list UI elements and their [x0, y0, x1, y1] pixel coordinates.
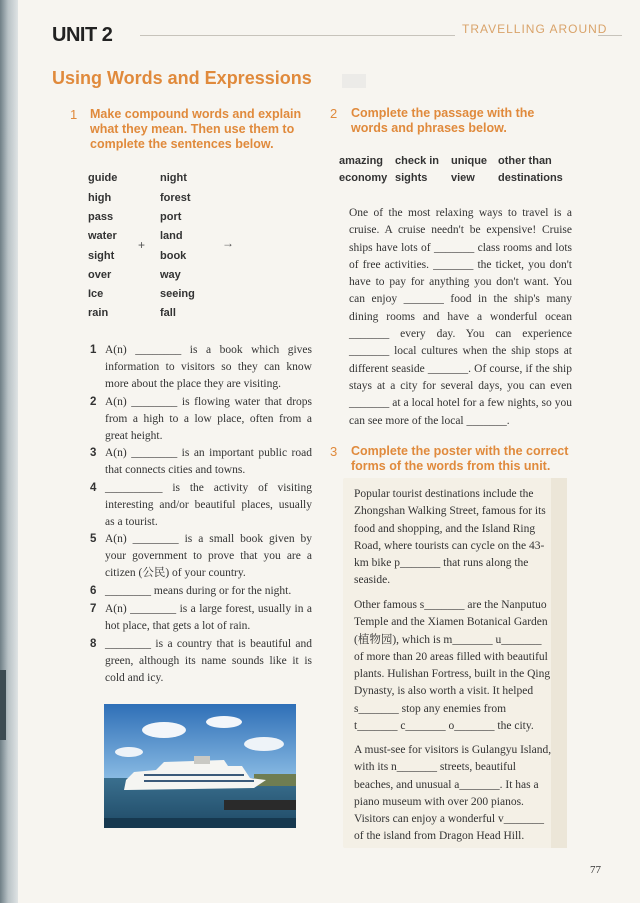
word-left: guide	[88, 172, 118, 184]
word-left: over	[88, 269, 112, 281]
word-left: pass	[88, 211, 114, 223]
ex2-instruction: Complete the passage with the words and phrases below.	[351, 106, 535, 135]
ex1-item-4: 4 __________ is the activity of visiting interesting and/or beautiful places, usually as a tourist.	[90, 482, 312, 528]
title-smudge	[342, 74, 366, 88]
word-right: forest	[160, 192, 191, 204]
phrase: unique	[451, 155, 488, 167]
phrase: destinations	[498, 172, 563, 184]
poster-paragraph-2: Other famous s_______ are the Nanputuo Temple and the Xiamen Botanical Garden (植物园), which is m_______ u_______ of more than 20 areas filled with beautiful plants. Hulishan Fortress, built in the Qing Dynasty, is also worth a visit. It helped s_______ stop any enemies from t_______ c_______ o_______ the city.	[354, 599, 551, 733]
ex2-number: 2	[330, 106, 338, 121]
ex3-instruction: Complete the poster with the correct forms of the words from this unit.	[351, 444, 569, 473]
phrase: amazing	[339, 155, 384, 167]
ex3-number: 3	[330, 444, 338, 459]
unit-label: UNIT 2	[52, 24, 113, 46]
book-spine	[0, 0, 18, 903]
word-right: night	[160, 172, 187, 184]
word-right: seeing	[160, 288, 195, 300]
ex1-instruction: Make compound words and explain what they mean. Then use them to complete the sentences below.	[90, 107, 302, 151]
ex1-item-1: 1 A(n) ________ is a book which gives information to visitors so they can know more about the place they are visiting.	[90, 344, 312, 390]
ex1-item-3: 3 A(n) ________ is an important public road that connects cities and towns.	[90, 447, 312, 476]
word-right: port	[160, 211, 182, 223]
word-left: rain	[88, 307, 109, 319]
cruise-ship-photo	[104, 704, 296, 828]
ex1-item-2: 2 A(n) ________ is flowing water that drops from a high to a low place, often from a great height.	[90, 396, 312, 442]
header-rule	[140, 35, 455, 36]
ex1-item-6: 6 ________ means during or for the night.	[90, 585, 292, 597]
word-right: fall	[160, 307, 176, 319]
ex1-item-7: 7 A(n) ________ is a large forest, usually in a hot place, that gets a lot of rain.	[90, 603, 312, 632]
section-title: Using Words and Expressions	[52, 68, 312, 88]
phrase: view	[451, 172, 475, 184]
ex1-item-8: 8 ________ is a country that is beautiful and green, although its name sounds like it is cold and icy.	[90, 638, 312, 684]
poster-shadow	[551, 478, 567, 848]
ex1-number: 1	[70, 107, 78, 122]
poster-paragraph-1: Popular tourist destinations include the Zhongshan Walking Street, famous for its food and shopping, and the Island Ring Road, where tourists can cycle on the 43-km bike p_______ that runs along the seaside.	[354, 488, 546, 587]
page-edge-tab	[0, 670, 6, 740]
word-left: Ice	[88, 288, 104, 300]
word-right: way	[160, 269, 181, 281]
plus-sign: +	[138, 238, 146, 252]
phrase: sights	[395, 172, 428, 184]
page-number: 77	[590, 864, 601, 876]
word-left: high	[88, 192, 112, 204]
ex1-item-5: 5 A(n) ________ is a small book given by your government to prove that you are a citizen (公民) of your country.	[90, 533, 312, 579]
word-left: sight	[88, 250, 115, 262]
arrow-right-icon: →	[222, 236, 234, 250]
poster-paragraph-3: A must-see for visitors is Gulangyu Island, with its n_______ streets, beautiful beaches, and unusual a_______. It has a piano museum with over 200 pianos. Visitors can enjoy a wonderful v_______ of the island from Dragon Head Hill.	[354, 744, 552, 843]
word-left: water	[88, 230, 117, 242]
phrase: economy	[339, 172, 388, 184]
word-right: land	[160, 230, 183, 242]
word-right: book	[160, 250, 187, 262]
unit-topic: TRAVELLING AROUND	[462, 22, 608, 36]
phrase: other than	[498, 155, 552, 167]
cruise-passage: One of the most relaxing ways to travel is a cruise. A cruise needn't be expensive! Cruise ships have lots of _______ class rooms and lots of free activities. _______ the ticket, you don't have to pay for anything you don't want. You can enjoy _______ food in the ship's many dining rooms and have a wonderful ocean _______ every day. You can experience _______ local cultures when the ship stops at different seaside _______. Of course, if the ship stays at a city for several days, you can even _______ at a local hotel for a few nights, so you can see more of the local _______.	[349, 207, 572, 427]
phrase: check in	[395, 155, 440, 167]
header-rule-right	[598, 35, 622, 36]
